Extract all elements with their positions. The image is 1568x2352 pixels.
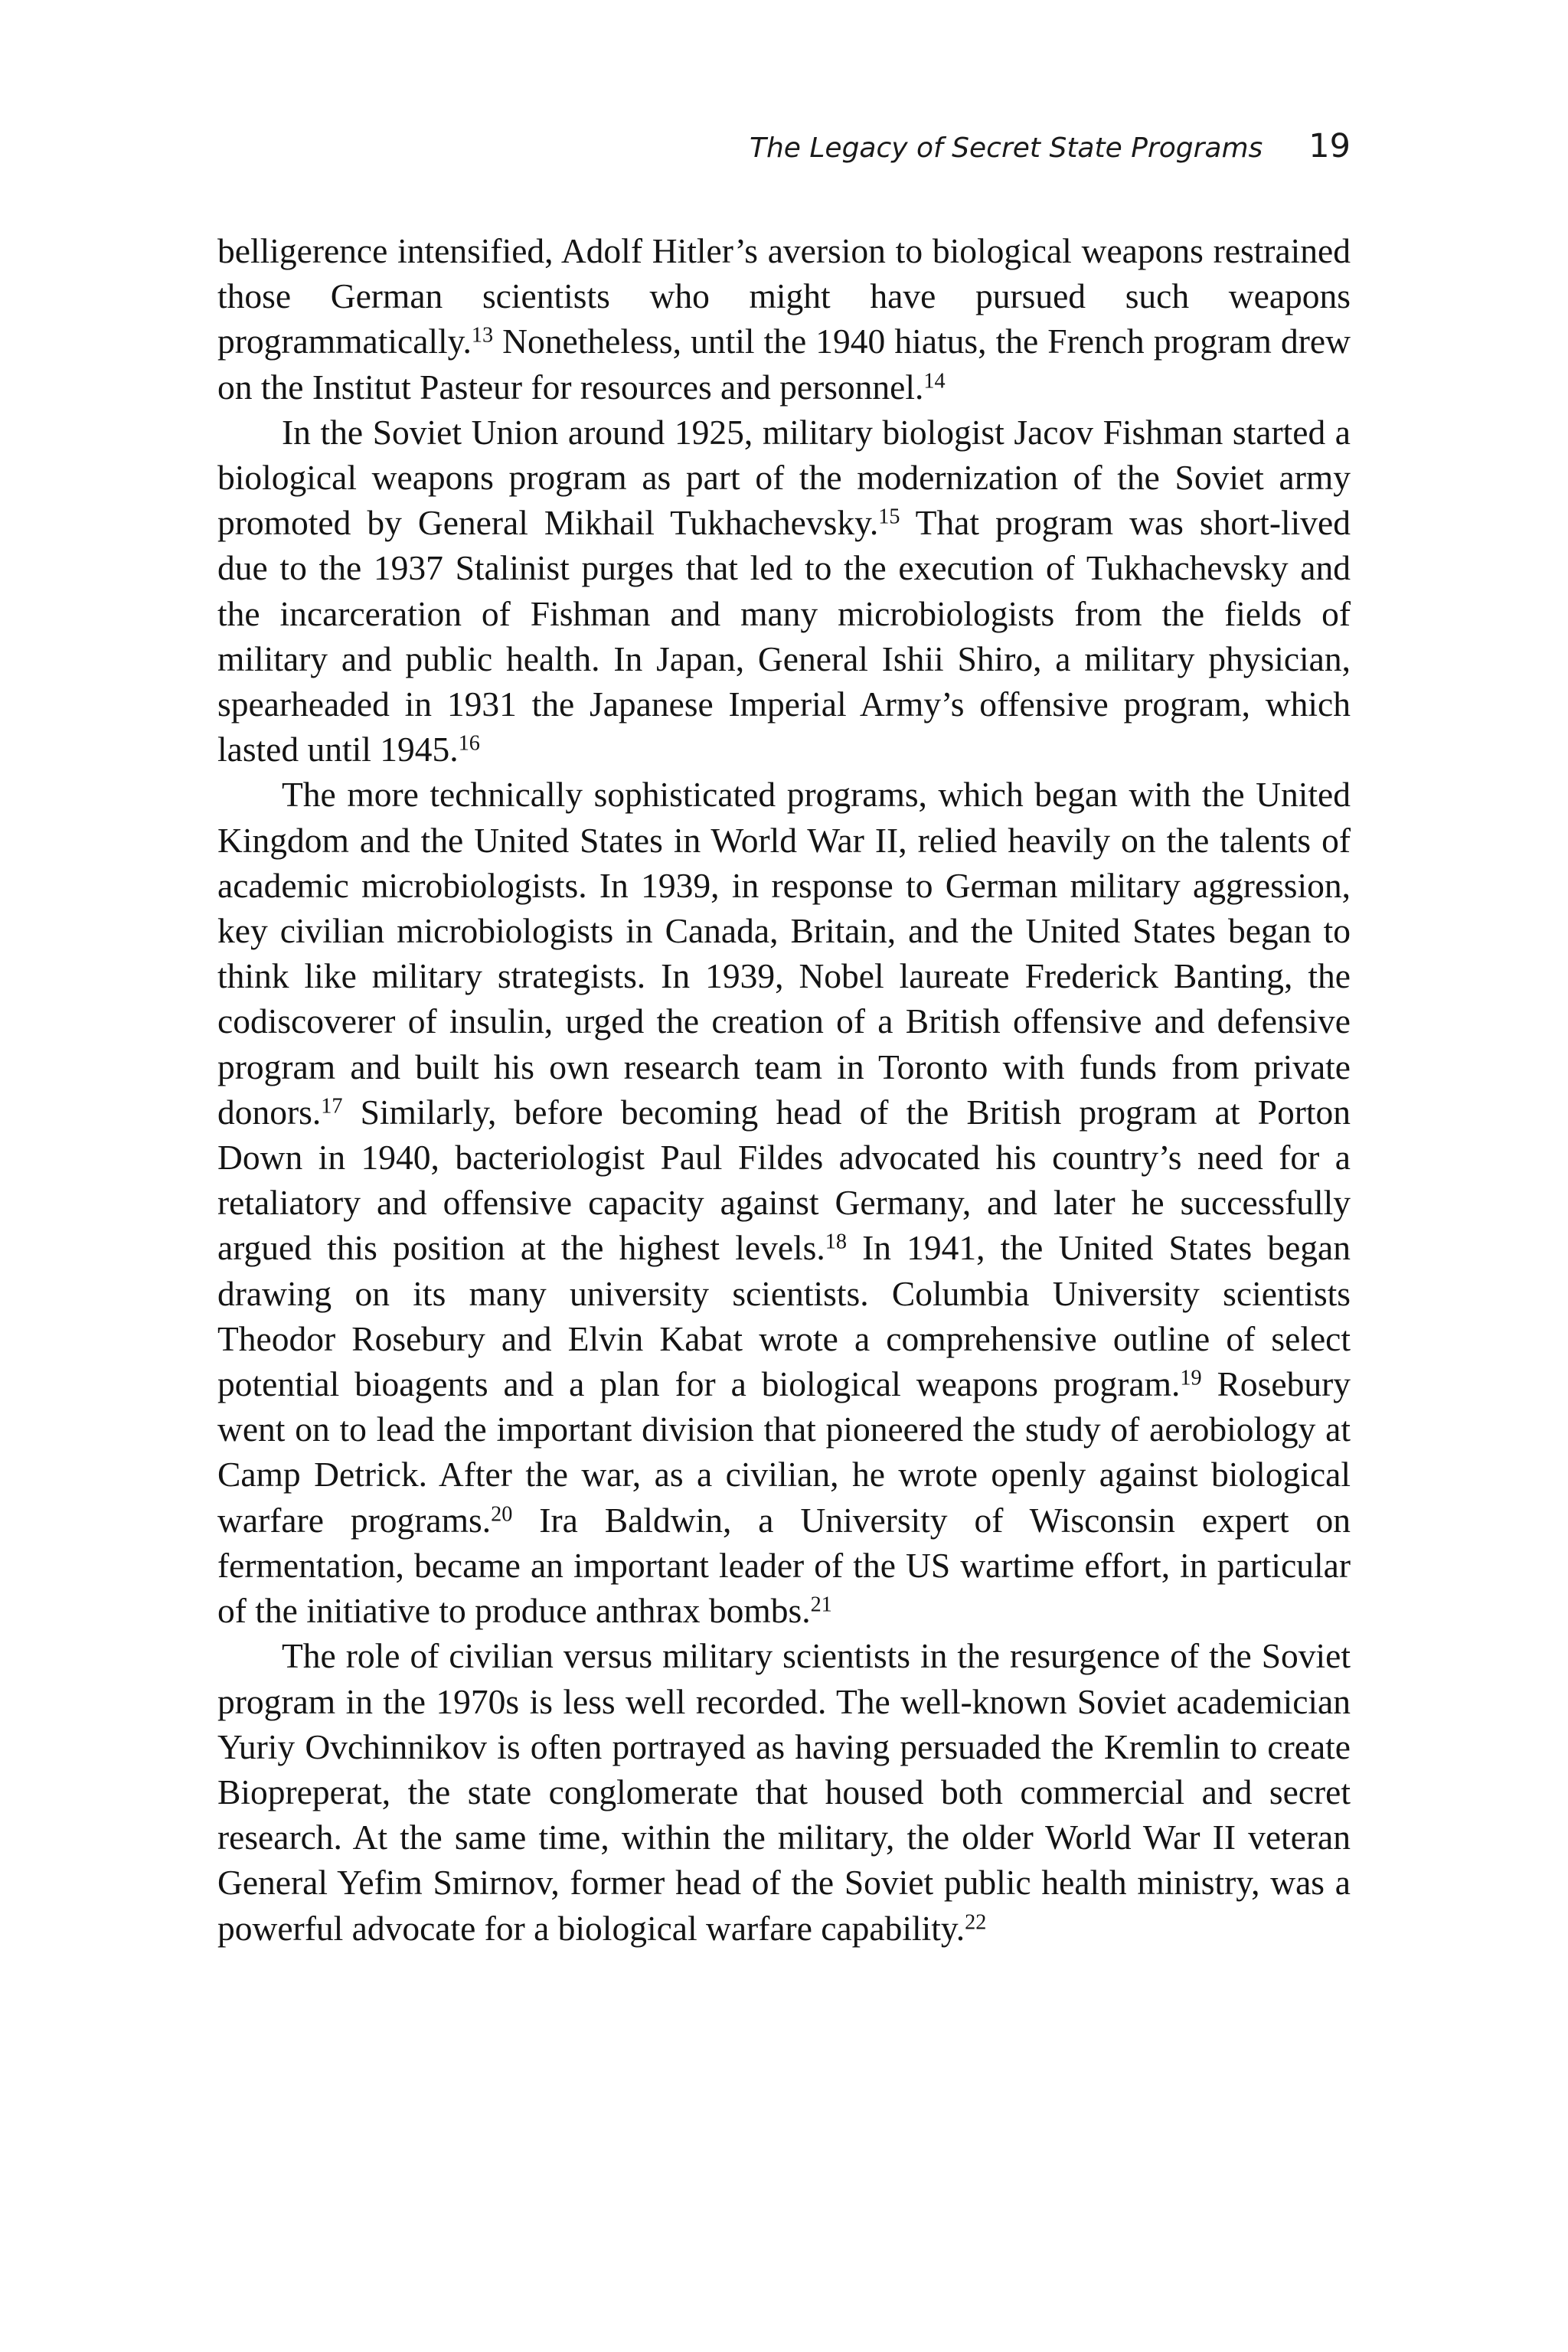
page-number: 19 xyxy=(1308,127,1351,165)
text-segment: Nonetheless, until the 1940 hiatus, the French program drew on the Institut Pasteur for resources and personnel. xyxy=(217,322,1351,407)
text-segment: The role of civilian versus military scientists in the resurgence of the Soviet program in the 1970s is less well recorded. The well-known Soviet academician Yuriy Ovchinnikov is often portrayed as having persuaded the Kremlin to create Biopreperat, the state conglomerate that housed both commercial and secret research. At the same time, within the military, the older World War II veteran General Yefim Smirnov, former head of the Soviet public health ministry, was a powerful advocate for a biological warfare capability. xyxy=(217,1636,1351,1948)
footnote-ref: 21 xyxy=(810,1592,832,1617)
text-segment: That program was short-lived due to the 1937 Stalinist purges that led to the execution of Tukhachevsky and the incarceration of Fishman and many microbiologists from the fields of military and public health. In Japan, General Ishii Shiro, a military physician, spearheaded in 1931 the Japanese Imperial Army’s offensive program, which lasted until 1945. xyxy=(217,503,1351,769)
footnote-ref: 22 xyxy=(965,1909,987,1934)
footnote-ref: 20 xyxy=(491,1502,513,1527)
footnote-ref: 16 xyxy=(458,731,480,756)
text-segment: belligerence intensified, Adolf Hitler’s aversion to biological weapons restrained those German scientists who might have pursued such weapons programmatically. xyxy=(217,231,1351,361)
text-segment: The more technically sophisticated programs, which began with the United Kingdom and the United States in World War II, relied heavily on the talents of academic microbiologists. In 1939, in response to German military aggression, key civilian microbiologists in Canada, Britain, and the United States began to think like military strategists. In 1939, Nobel laureate Frederick Banting, the codiscoverer of insulin, urged the creation of a British offensive and defensive program and built his own research team in Toronto with funds from private donors. xyxy=(217,775,1351,1132)
text-segment: Rosebury went on to lead the important division that pioneered the study of aerobiology at Camp Detrick. After the war, as a civilian, he wrote openly against biological warfare programs. xyxy=(217,1364,1351,1540)
footnote-ref: 19 xyxy=(1180,1366,1202,1390)
text-segment: In 1941, the United States began drawing on its many university scientists. Columbia University scientists Theodor Rosebury and Elvin Kabat wrote a comprehensive outline of select potential bioagents and a plan for a biological weapons program. xyxy=(217,1228,1351,1404)
footnote-ref: 14 xyxy=(923,368,946,393)
footnote-ref: 15 xyxy=(878,505,900,529)
text-segment: In the Soviet Union around 1925, military biologist Jacov Fishman started a biological weapons program as part of the modernization of the Soviet army promoted by General Mikhail Tukhachevsky. xyxy=(217,412,1351,543)
footnote-ref: 13 xyxy=(471,323,494,348)
footnote-ref: 17 xyxy=(321,1094,343,1119)
text-segment: Similarly, before becoming head of the British program at Porton Down in 1940, bacteriologist Paul Fildes advocated his country’s need for a retaliatory and offensive capacity against Germany, and later he successfully argued this position at the highest levels. xyxy=(217,1092,1351,1268)
paragraph xyxy=(217,228,1351,410)
paragraph xyxy=(217,1633,1351,1950)
paragraph xyxy=(217,772,1351,1633)
body-text xyxy=(217,228,1351,1951)
text-segment: Ira Baldwin, a University of Wisconsin expert on fermentation, became an important leader of the US wartime effort, in particular of the initiative to produce anthrax bombs. xyxy=(217,1500,1351,1631)
footnote-ref: 18 xyxy=(825,1230,847,1254)
running-head xyxy=(217,127,1351,173)
paragraph xyxy=(217,410,1351,773)
running-title: The Legacy of Secret State Programs xyxy=(749,132,1263,164)
